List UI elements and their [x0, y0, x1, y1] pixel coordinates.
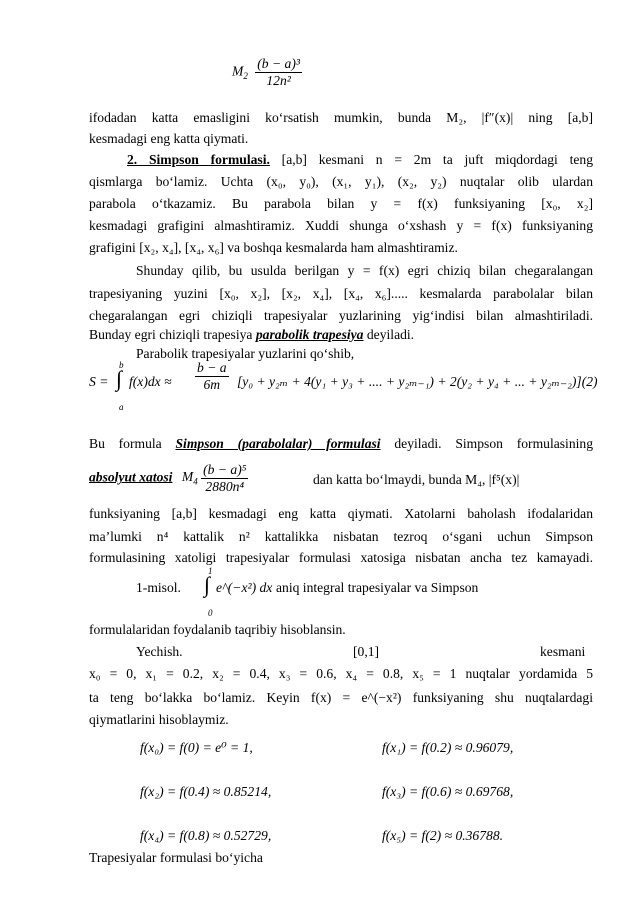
simpson-bracket: [y₀ + y₂ₘ + 4(y₁ + y₃ + .... + y₂ₘ₋₁) + 2(y₂ + y₄ + ... + y₂ₘ₋₂)](2): [237, 374, 598, 389]
value-right-0: f(x₁) = f(0.2) ≈ 0.96079,: [382, 740, 514, 755]
text-line-15-rest: dan katta bo‘lmaydi, bunda M₄, |f⁵(x)|: [313, 472, 520, 487]
kesmani-label: kesmani: [540, 644, 586, 659]
example-line: [136, 566, 596, 616]
text-line-7: grafigini [x₂, x₄], [x₄, x₆] va boshqa kesmalarda ham almashtiramiz.: [89, 240, 458, 255]
simpson-lhs: S =: [89, 374, 109, 389]
section-line-rest: [a,b] kesmani n = 2m ta juft miqdordagi teng: [281, 152, 594, 167]
error-fraction: [201, 462, 248, 494]
text-line-1: ifodadan katta emasligini ko‘rsatish mumkin, bunda M₂, |f″(x)| ning [a,b]: [89, 110, 593, 125]
value-left-2: f(x₄) = f(0.8) ≈ 0.52729,: [140, 828, 272, 843]
simpson-frac-den: 6m: [203, 376, 221, 392]
integral-upper-limit: b: [119, 360, 124, 370]
simpson-integrand: f(x)dx ≈: [129, 374, 172, 389]
text-line-11: [89, 327, 593, 343]
value-left-0: f(x₀) = f(0) = e⁰ = 1,: [140, 740, 253, 755]
integral-lower-limit: a: [119, 402, 124, 412]
error-frac-den: 2880n⁴: [205, 478, 245, 494]
text-line-12: Parabolik trapesiyalar yuzlarini qo‘shib,: [136, 346, 355, 361]
term-absolyut-xatosi: absolyut xatosi: [89, 469, 173, 485]
formula-m2-lhs: M: [232, 63, 244, 79]
text-line-23: ta teng bo‘lakka bo‘lamiz. Keyin f(x) = e^(−x²) funksiyaning shu nuqtalardagi: [89, 690, 593, 705]
simpson-frac-num: b − a: [197, 360, 227, 375]
text-line-9: trapesiyaning yuzini [x₀, x₂], [x₂, x₄], [x₄, x₆]..... kesmalarda parabolalar bilan: [89, 286, 593, 301]
text-line-20: formulalaridan foydalanib taqribiy hisoblansin.: [89, 622, 346, 637]
value-left-1: f(x₂) = f(0.4) ≈ 0.85214,: [140, 784, 272, 799]
error-m: M: [181, 469, 194, 485]
line-14-a: Bu formula: [89, 436, 176, 451]
simpson-fraction: [195, 360, 229, 392]
text-line-4: qismlarga bo‘lamiz. Uchta (x₀, y₀), (x₁, y₁), (x₂, y₂) nuqtalar olib ulardan: [89, 174, 593, 189]
error-line: [89, 462, 248, 494]
formula-m2-sub: 2: [243, 70, 248, 81]
integral-sign: ∫: [116, 366, 123, 391]
text-line-24: qiymatlarini hisoblaymiz.: [89, 712, 229, 727]
error-sub: 4: [193, 476, 198, 487]
formula-m2-denominator: 12n²: [266, 72, 291, 88]
value-right-2: f(x₅) = f(2) ≈ 0.36788.: [382, 828, 504, 843]
term-parabolik-trapesiya: parabolik trapesiya: [255, 327, 364, 342]
example-lower-limit: 0: [208, 608, 213, 618]
text-line-17: ma’lumki n⁴ kattalik n² kattalikka nisbatan tezroq o‘sgani uchun Simpson: [89, 529, 593, 544]
section-heading-simpson: [89, 152, 593, 168]
yechish-label: Yechish.: [136, 644, 183, 659]
text-line-14: [89, 436, 593, 452]
section-title: 2. Simpson formulasi.: [127, 152, 270, 167]
error-frac-num: (b − a)⁵: [203, 462, 247, 477]
text-line-last: Trapesiyalar formulasi bo‘yicha: [89, 850, 263, 865]
text-line-6: kesmadagi grafigini almashtiramiz. Xuddi shunga o‘xshash y = f(x) funksiyaning: [89, 218, 593, 233]
line-11-c: deyiladi.: [363, 327, 415, 342]
example-upper-limit: 1: [208, 566, 213, 576]
text-line-22: x₀ = 0, x₁ = 0.2, x₂ = 0.4, x₃ = 0.6, x₄ = 0.8, x₅ = 1 nuqtalar yordamida 5: [89, 666, 593, 681]
example-label: 1-misol.: [136, 580, 181, 595]
text-line-16: funksiyaning [a,b] kesmadagi eng katta qiymati. Xatolarni baholash ifodalaridan: [89, 506, 593, 521]
text-line-18: formulasining xatoligi trapesiyalar formulasi xatosiga nisbatan ancha tez kamayadi.: [89, 550, 593, 565]
formula-m2: [232, 56, 302, 88]
error-lhs: [181, 469, 198, 487]
simpson-formula: [89, 360, 598, 412]
term-simpson-formula: Simpson (parabolalar) formulasi: [175, 436, 381, 451]
text-line-5: parabola o‘tkazamiz. Bu parabola bilan y = f(x) funksiyaning [x₀, x₂]: [89, 196, 593, 211]
interval-label: [0,1]: [353, 644, 380, 659]
line-11-a: Bunday egri chiziqli trapesiya: [89, 327, 256, 342]
example-text: aniq integral trapesiyalar va Simpson: [276, 580, 479, 595]
value-right-1: f(x₃) = f(0.6) ≈ 0.69768,: [382, 784, 514, 799]
text-line-8: Shunday qilib, bu usulda berilgan y = f(x) egri chiziq bilan chegaralangan: [136, 263, 593, 278]
example-integral-sign: ∫: [204, 572, 211, 597]
example-integrand: e^(−x²) dx: [216, 580, 273, 595]
formula-m2-numerator: (b − a)³: [257, 56, 300, 71]
line-14-c: deyiladi. Simpson formulasining: [380, 436, 593, 451]
text-line-10: chegaralangan egri chiziqli trapesiyalar yuzlarining yig‘indisi bilan almashtiriladi.: [89, 308, 593, 323]
text-line-2: kesmadagi eng katta qiymati.: [89, 131, 249, 146]
formula-m2-fraction: [255, 56, 302, 88]
